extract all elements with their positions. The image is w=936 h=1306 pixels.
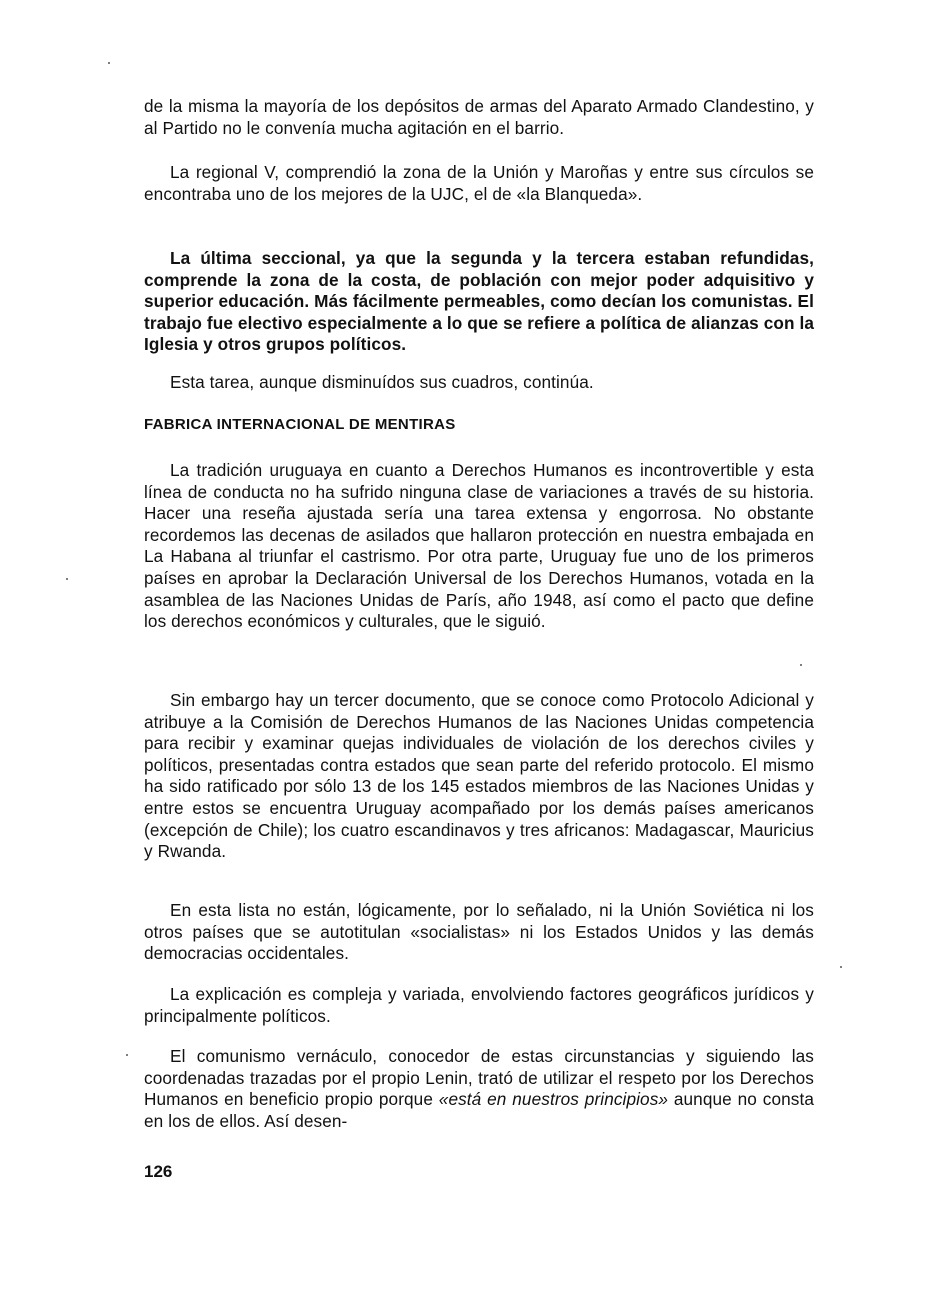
- page-number: 126: [144, 1162, 173, 1181]
- paragraph-esta-lista: En esta lista no están, lógicamente, por lo señalado, ni la Unión Soviética ni los otros países que se autotitulan «socialistas» ni los Estados Unidos y las demás democracias occidentales.: [144, 900, 814, 964]
- scan-speck: [126, 1054, 128, 1056]
- paragraph-tradicion-uruguaya: La tradición uruguaya en cuanto a Derechos Humanos es incontrovertible y esta línea de conducta no ha sufrido ninguna clase de variaciones a través de su historia. Hacer una reseña ajustada sería una tarea extensa y engorrosa. No obstante recordemos las decenas de asilados que hallaron protección en nuestra embajada en La Habana al triunfar el castrismo. Por otra parte, Uruguay fue uno de los primeros países en aprobar la Declaración Universal de los Derechos Humanos, votada en la asamblea de las Naciones Unidas de París, año 1948, así como el pacto que define los derechos económicos y culturales, que le siguió.: [144, 460, 814, 632]
- paragraph-explicacion: La explicación es compleja y variada, envolviendo factores geográficos jurídicos y principalmente políticos.: [144, 984, 814, 1026]
- paragraph-ultima-seccional: La última seccional, ya que la segunda y la tercera estaban refundidas, comprende la zona de la costa, de población con mejor poder adquisitivo y superior educación. Más fácilmente permeables, como decían los comunistas. El trabajo fue electivo especialmente a lo que se refiere a política de alianzas con la Iglesia y otros grupos políticos.: [144, 248, 814, 355]
- scan-speck: [840, 966, 842, 968]
- comunismo-text-after: aunque no consta en los de ellos. Así desen-: [144, 1089, 814, 1131]
- scan-speck: [66, 578, 68, 580]
- paragraph-regional-v: La regional V, comprendió la zona de la Unión y Maroñas y entre sus círculos se encontraba uno de los mejores de la UJC, el de «la Blanqueda».: [144, 162, 814, 204]
- paragraph-comunismo-vernaculo: [144, 1046, 814, 1132]
- comunismo-text-italic: «está en nuestros principios»: [438, 1089, 669, 1110]
- comunismo-text-before: El comunismo vernáculo, conocedor de estas circunstancias y siguiendo las coordenadas trazadas por el propio Lenin, trató de utilizar el respeto por los Derechos Humanos en beneficio propio porque: [144, 1046, 814, 1110]
- paragraph-tercer-documento: Sin embargo hay un tercer documento, que se conoce como Protocolo Adicional y atribuye a la Comisión de Derechos Humanos de las Naciones Unidas competencia para recibir y examinar quejas individuales de violación de los derechos civiles y políticos, presentadas contra estados que sean parte del referido protocolo. El mismo ha sido ratificado por sólo 13 de los 145 estados miembros de las Naciones Unidas y entre estos se encuentra Uruguay acompañado por los demás países americanos (excepción de Chile); los cuatro escandinavos y tres africanos: Madagascar, Mauricius y Rwanda.: [144, 690, 814, 862]
- section-heading: FABRICA INTERNACIONAL DE MENTIRAS: [144, 416, 456, 433]
- paragraph-continuation: de la misma la mayoría de los depósitos de armas del Aparato Armado Clandestino, y al Partido no le convenía mucha agitación en el barrio.: [144, 96, 814, 138]
- paragraph-esta-tarea: Esta tarea, aunque disminuídos sus cuadros, continúa.: [170, 372, 594, 392]
- scan-speck: [800, 664, 802, 666]
- scan-speck: [108, 62, 110, 64]
